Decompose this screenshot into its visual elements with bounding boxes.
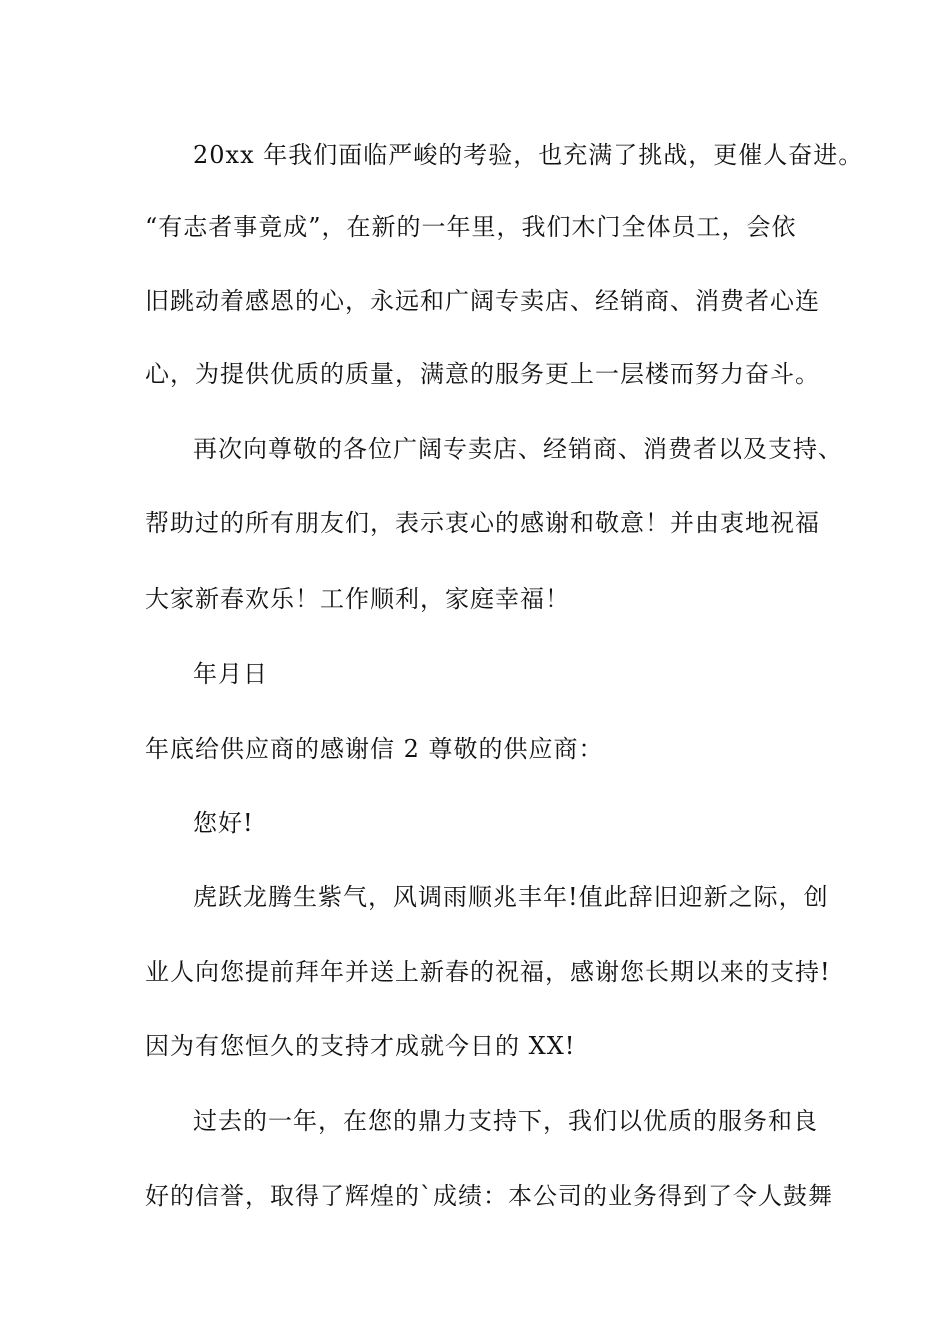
greeting: 您好! [193,809,254,837]
text-line: 因为有您恒久的支持才成就今日的 XX! [145,1032,576,1060]
text-line: 再次向尊敬的各位广阔专卖店、经销商、消费者以及支持、 [193,435,843,463]
text-line: “有志者事竟成”，在新的一年里，我们木门全体员工，会依 [145,213,797,241]
date-line: 年月日 [193,660,268,688]
text-line: 旧跳动着感恩的心，永远和广阔专卖店、经销商、消费者心连 [145,287,820,315]
text-line: 心，为提供优质的质量，满意的服务更上一层楼而努力奋斗。 [145,360,820,388]
letter-heading: 年底给供应商的感谢信 2 尊敬的供应商： [145,735,604,763]
text-line: 过去的一年，在您的鼎力支持下，我们以优质的服务和良 [193,1107,818,1135]
text-line: 20xx 年我们面临严峻的考验，也充满了挑战，更催人奋进。 [193,141,864,169]
text-line: 好的信誉，取得了辉煌的`成绩：本公司的业务得到了令人鼓舞 [145,1182,833,1210]
text-line: 业人向您提前拜年并送上新春的祝福，感谢您长期以来的支持! [145,958,831,986]
text-line: 大家新春欢乐！工作顺利，家庭幸福！ [145,585,570,613]
text-line: 帮助过的所有朋友们，表示衷心的感谢和敬意！并由衷地祝福 [145,509,820,537]
text-line: 虎跃龙腾生紫气，风调雨顺兆丰年!值此辞旧迎新之际，创 [193,883,829,911]
